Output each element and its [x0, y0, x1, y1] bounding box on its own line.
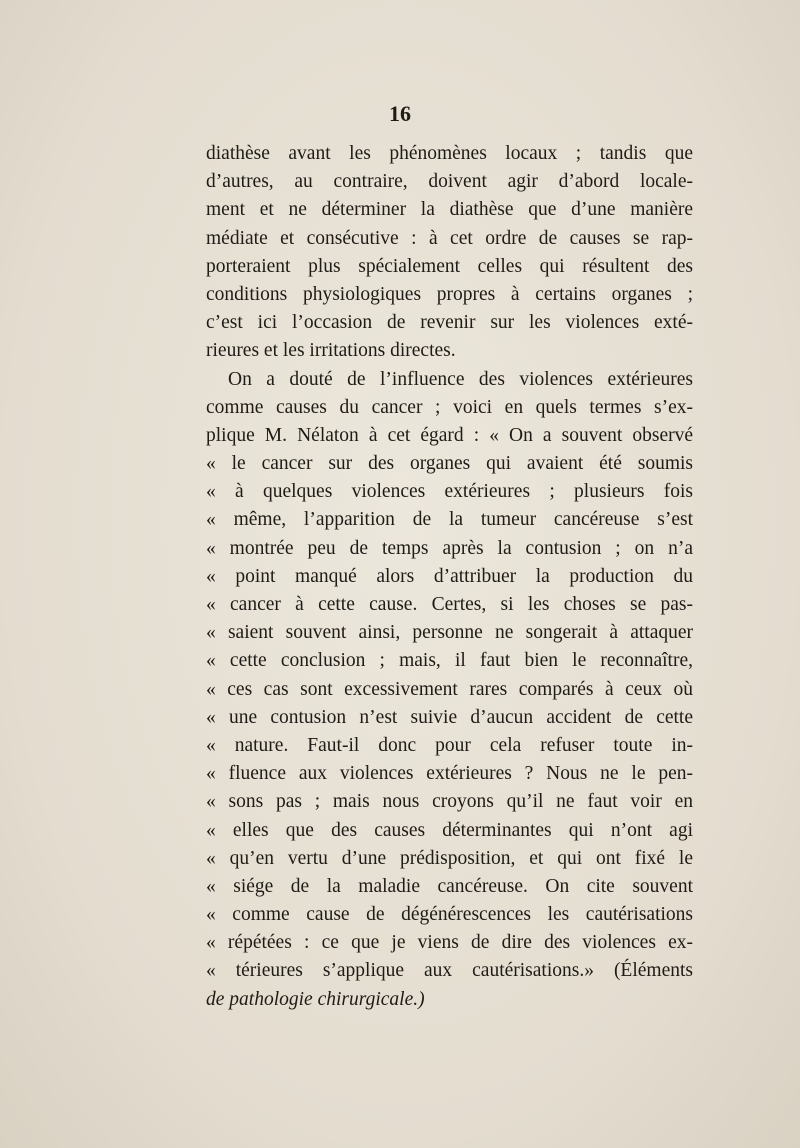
- text-line: « térieures s’applique aux cautérisations.» (Éléments: [206, 960, 693, 982]
- text-line: « elles que des causes déterminantes qui n’ont agi: [206, 819, 693, 841]
- text-line: On a douté de l’influence des violences extérieures: [228, 368, 693, 390]
- text-line: médiate et consécutive : à cet ordre de causes se rap-: [206, 227, 693, 249]
- text-line: ment et ne déterminer la diathèse que d’une manière: [206, 199, 693, 221]
- text-line: « montrée peu de temps après la contusion ; on n’a: [206, 537, 693, 559]
- text-line: de pathologie chirurgicale.): [206, 988, 425, 1010]
- text-line: « nature. Faut-il donc pour cela refuser toute in-: [206, 734, 693, 756]
- text-line: c’est ici l’occasion de revenir sur les violences exté-: [206, 312, 693, 334]
- text-line: porteraient plus spécialement celles qui résultent des: [206, 255, 693, 277]
- text-line: « siége de la maladie cancéreuse. On cite souvent: [206, 875, 693, 897]
- text-line: « cette conclusion ; mais, il faut bien le reconnaître,: [206, 650, 693, 672]
- text-line: « à quelques violences extérieures ; plusieurs fois: [206, 481, 693, 503]
- text-line: comme causes du cancer ; voici en quels termes s’ex-: [206, 396, 693, 418]
- body-text: [206, 140, 693, 1014]
- text-line: rieures et les irritations directes.: [206, 340, 456, 362]
- text-line: « même, l’apparition de la tumeur cancéreuse s’est: [206, 509, 693, 531]
- text-line: conditions physiologiques propres à certains organes ;: [206, 283, 693, 305]
- text-line: « qu’en vertu d’une prédisposition, et qui ont fixé le: [206, 847, 693, 869]
- text-line: d’autres, au contraire, doivent agir d’abord locale-: [206, 171, 693, 193]
- text-line: « saient souvent ainsi, personne ne songerait à attaquer: [206, 622, 693, 644]
- text-line: plique M. Nélaton à cet égard : « On a souvent observé: [206, 424, 693, 446]
- text-line: « fluence aux violences extérieures ? Nous ne le pen-: [206, 763, 693, 785]
- text-line: diathèse avant les phénomènes locaux ; tandis que: [206, 143, 693, 164]
- text-line: « cancer à cette cause. Certes, si les choses se pas-: [206, 594, 693, 615]
- page-number: 16: [389, 101, 411, 126]
- text-line: « le cancer sur des organes qui avaient été soumis: [206, 453, 693, 475]
- text-line: « répétées : ce que je viens de dire des violences ex-: [206, 932, 693, 954]
- text-line: « sons pas ; mais nous croyons qu’il ne faut voir en: [206, 791, 693, 813]
- text-line: « comme cause de dégénérescences les cautérisations: [206, 904, 693, 926]
- text-line: « point manqué alors d’attribuer la production du: [206, 565, 693, 587]
- text-line: « ces cas sont excessivement rares comparés à ceux où: [206, 678, 693, 700]
- text-line: « une contusion n’est suivie d’aucun accident de cette: [206, 706, 693, 728]
